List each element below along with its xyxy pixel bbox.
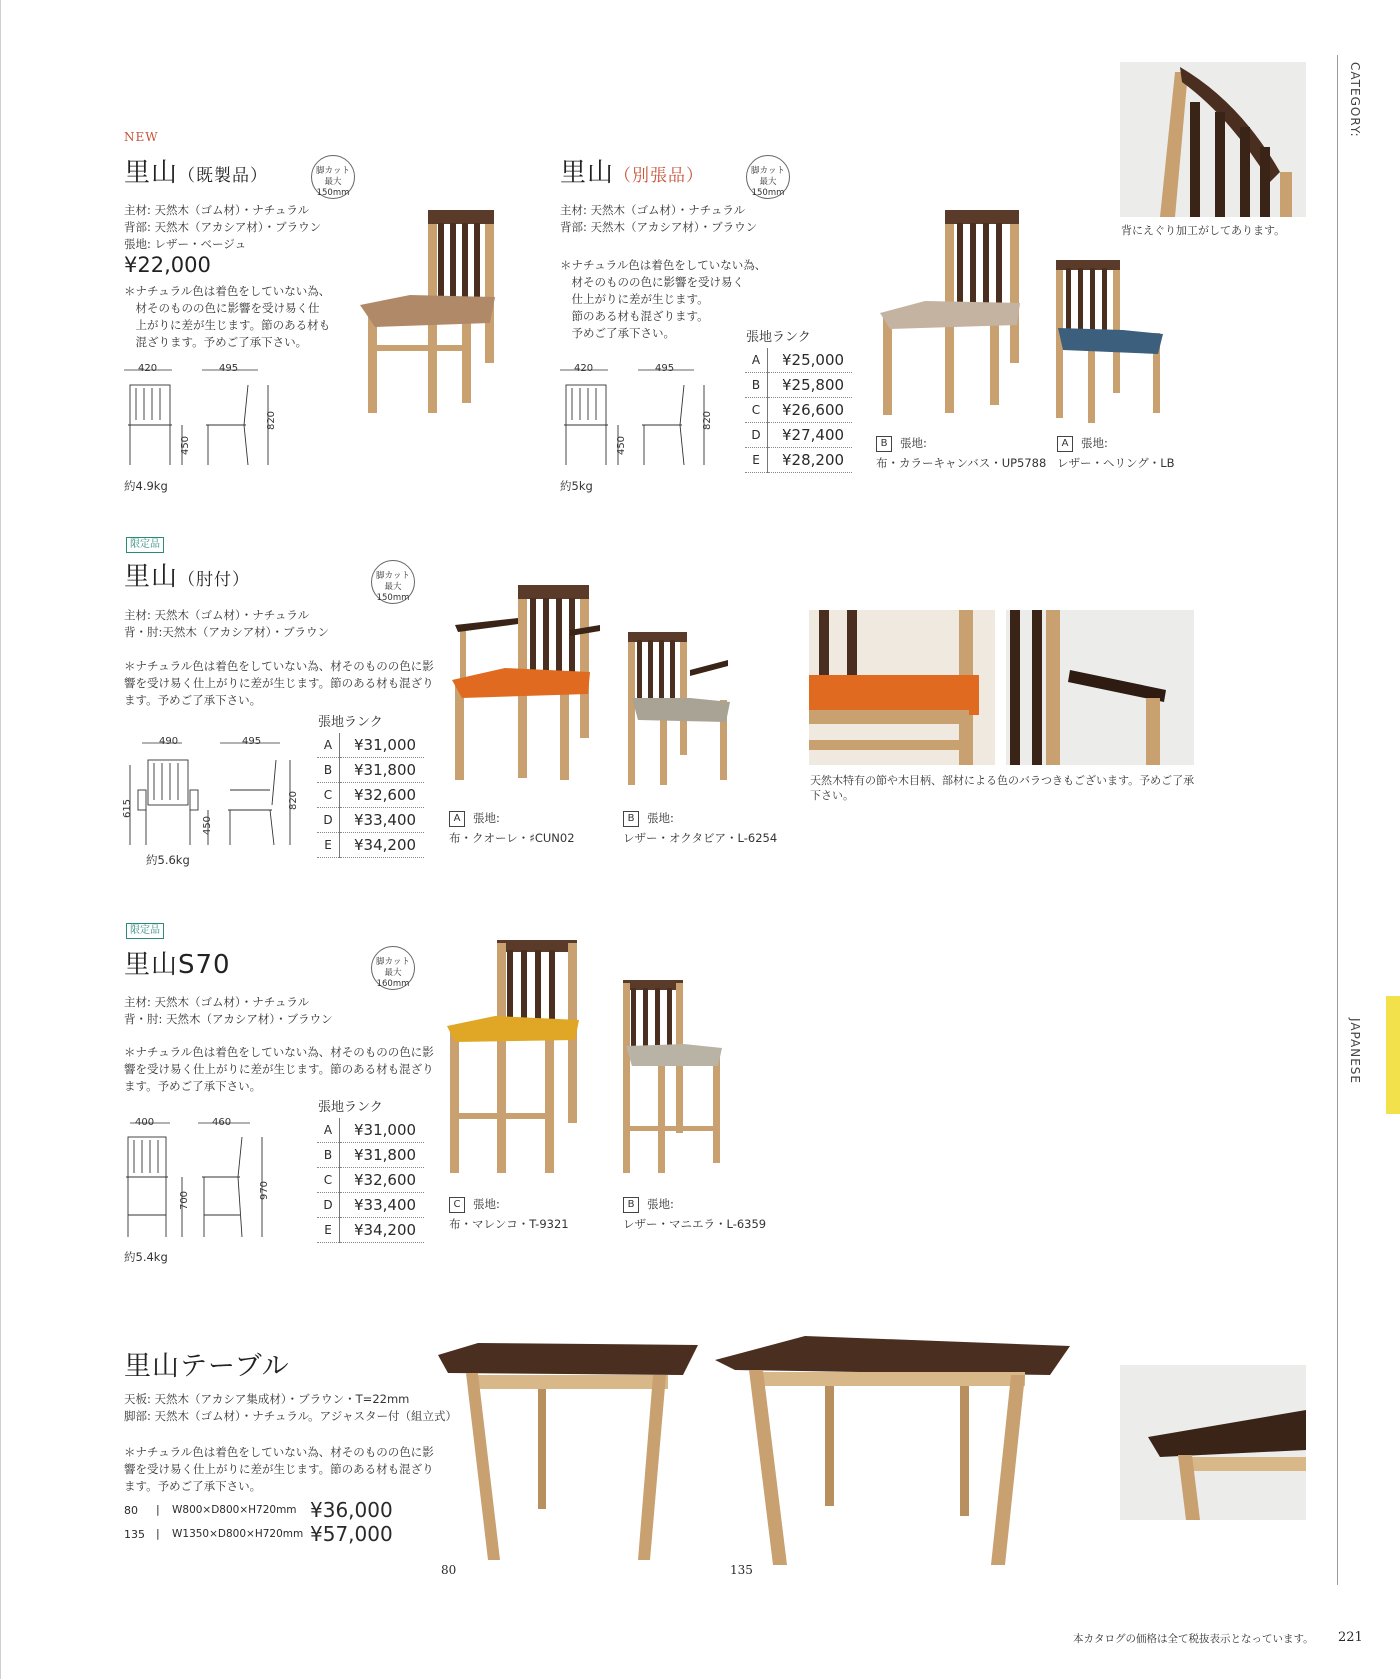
dim-width: 490 — [159, 736, 179, 747]
product-note: ＊ナチュラル色は着色をしていない為、材そのものの色に影 響を受け易く仕上がりに差が生じます。節のある材も混ざり ます。予めご了承下さい。 — [124, 1045, 434, 1093]
product-note: ＊ナチュラル色は着色をしていない為、材そのものの色に影 響を受け易く仕上がりに差が生じます。節のある材も混ざり ます。予めご了承下さい。 — [124, 1445, 434, 1493]
table-row: E ¥34,200 — [317, 1218, 424, 1243]
table-row: B ¥31,800 — [317, 758, 424, 783]
upholstery-caption: B 張地: レザー・マニエラ・L-6359 — [623, 1197, 767, 1231]
upholstery-caption: C 張地: 布・マレンコ・T-9321 — [449, 1197, 569, 1231]
dim-seat-height: 450 — [202, 815, 214, 836]
rank-price-table — [745, 348, 852, 473]
dim-height: 820 — [288, 790, 300, 811]
table-row: C ¥26,600 — [745, 398, 852, 423]
table-row: E ¥34,200 — [317, 833, 424, 858]
product-spec: 主材: 天然木（ゴム材）・ナチュラル 背・肘:天然木（アカシア材）・ブラウン — [124, 608, 330, 639]
limited-badge: 限定品 — [126, 537, 164, 553]
table-row: B ¥25,800 — [745, 373, 852, 398]
chair-photo — [445, 938, 580, 1178]
upholstery-caption: A 張地: レザー・ヘリング・LB — [1057, 436, 1175, 470]
seat-detail-photo — [809, 610, 995, 765]
section-label: JAPANESE — [1348, 1018, 1362, 1084]
product-title: 里山S70 — [124, 950, 231, 980]
dim-depth: 495 — [242, 736, 262, 747]
dimension-drawing — [556, 360, 726, 470]
table-photo — [438, 1335, 698, 1575]
product-spec: 主材: 天然木（ゴム材）・ナチュラル 背・肘: 天然木（アカシア材）・ブラウン — [124, 995, 333, 1026]
dim-arm-height: 615 — [122, 798, 134, 819]
product-title: 里山（別張品） — [560, 158, 705, 188]
dim-width: 420 — [138, 363, 158, 374]
product-weight: 約4.9kg — [124, 479, 168, 493]
rank-heading: 張地ランク — [318, 1100, 383, 1115]
leg-cut-badge: 脚カット 最大150mm — [371, 560, 415, 604]
rank-price-table — [317, 1118, 424, 1243]
dim-seat-height: 450 — [616, 435, 628, 456]
dim-width: 420 — [574, 363, 594, 374]
photo-caption: 天然木特有の節や木目柄、部材による色のバラつきもございます。予めご了承 下さい。 — [810, 774, 1195, 802]
section-tab[interactable] — [1386, 996, 1400, 1114]
table-row: E ¥28,200 — [745, 448, 852, 473]
sidebar-rule — [1337, 55, 1338, 1585]
tax-footnote: 本カタログの価格は全て税抜表示となっています。 — [1073, 1633, 1314, 1645]
table-row: A ¥25,000 — [745, 348, 852, 373]
rank-heading: 張地ランク — [318, 715, 383, 730]
table-detail-photo — [1120, 1365, 1306, 1520]
dim-depth: 495 — [655, 363, 675, 374]
size-list — [124, 1498, 424, 1546]
list-item: 80 | W800×D800×H720mm ¥36,000 — [124, 1498, 393, 1522]
leg-cut-badge: 脚カット 最大150mm — [746, 155, 790, 199]
table-row: D ¥33,400 — [317, 808, 424, 833]
table-row: C ¥32,600 — [317, 1168, 424, 1193]
product-spec: 主材: 天然木（ゴム材）・ナチュラル 背部: 天然木（アカシア材）・ブラウン — [560, 203, 758, 234]
dim-seat-height: 700 — [179, 1190, 191, 1211]
photo-caption: 背にえぐり加工がしてあります。 — [1121, 224, 1286, 237]
product-weight: 約5kg — [560, 479, 593, 493]
chair-photo — [450, 580, 600, 785]
product-spec: 天板: 天然木（アカシア集成材）・ブラウン・T=22mm 脚部: 天然木（ゴム材）・ナチュラル。アジャスター付（組立式） — [124, 1392, 457, 1423]
rank-price-table — [317, 733, 424, 858]
table-photo — [715, 1330, 1075, 1580]
product-weight: 約5.4kg — [124, 1250, 168, 1264]
product-note: ＊ナチュラル色は着色をしていない為、 材そのものの色に影響を受け易く仕 上がりに差が生じます。節のある材も 混ざります。予めご了承下さい。 — [124, 284, 331, 349]
chair-photo — [620, 630, 740, 790]
limited-badge: 限定品 — [126, 923, 164, 939]
dim-depth: 495 — [219, 363, 239, 374]
chair-photo — [350, 205, 500, 420]
arm-detail-photo — [1006, 610, 1194, 765]
product-title: 里山テーブル — [124, 1351, 290, 1382]
dimension-drawing — [120, 735, 300, 855]
product-title: 里山（肘付） — [124, 562, 251, 592]
table-row: D ¥27,400 — [745, 423, 852, 448]
chair-photo — [618, 978, 728, 1178]
product-price: ¥22,000 — [124, 253, 211, 277]
dim-height: 820 — [702, 410, 714, 431]
product-note: ＊ナチュラル色は着色をしていない為、材そのものの色に影 響を受け易く仕上がりに差が生じます。節のある材も混ざり ます。予めご了承下さい。 — [124, 659, 434, 707]
page-left-rule — [0, 0, 1, 1679]
leg-cut-badge: 脚カット 最大160mm — [371, 946, 415, 990]
image-label: 80 — [441, 1563, 457, 1577]
product-weight: 約5.6kg — [146, 853, 190, 867]
upholstery-caption: B 張地: 布・カラーキャンバス・UP5788 — [876, 436, 1047, 470]
new-label: NEW — [124, 130, 159, 144]
leg-cut-badge: 脚カット 最大150mm — [311, 155, 355, 199]
table-row: C ¥32,600 — [317, 783, 424, 808]
dim-height: 970 — [259, 1180, 271, 1201]
product-title: 里山（既製品） — [124, 158, 269, 188]
product-note: ＊ナチュラル色は着色をしていない為、 材そのものの色に影響を受け易く 仕上がりに差が生じます。 節のある材も混ざります。 予めご了承下さい。 — [560, 258, 767, 340]
upholstery-caption: B 張地: レザー・オクタビア・L-6254 — [623, 811, 778, 845]
dim-seat-height: 450 — [180, 435, 192, 456]
backrest-detail-photo — [1120, 62, 1306, 217]
dim-depth: 460 — [212, 1117, 232, 1128]
dim-height: 820 — [266, 410, 278, 431]
chair-photo — [875, 205, 1025, 425]
upholstery-caption: A 張地: 布・クオーレ・♯CUN02 — [449, 811, 575, 845]
table-row: A ¥31,000 — [317, 1118, 424, 1143]
chair-photo — [1048, 258, 1168, 428]
rank-heading: 張地ランク — [746, 330, 811, 345]
image-label: 135 — [730, 1563, 753, 1577]
list-item: 135 | W1350×D800×H720mm ¥57,000 — [124, 1522, 393, 1546]
table-row: D ¥33,400 — [317, 1193, 424, 1218]
category-label: CATEGORY: — [1348, 62, 1362, 138]
dimension-drawing — [120, 360, 290, 470]
table-row: A ¥31,000 — [317, 733, 424, 758]
table-row: B ¥31,800 — [317, 1143, 424, 1168]
product-spec: 主材: 天然木（ゴム材）・ナチュラル 背部: 天然木（アカシア材）・ブラウン 張地: レザー・ベージュ — [124, 203, 322, 251]
page-number: 221 — [1338, 1630, 1363, 1645]
dim-width: 400 — [135, 1117, 155, 1128]
